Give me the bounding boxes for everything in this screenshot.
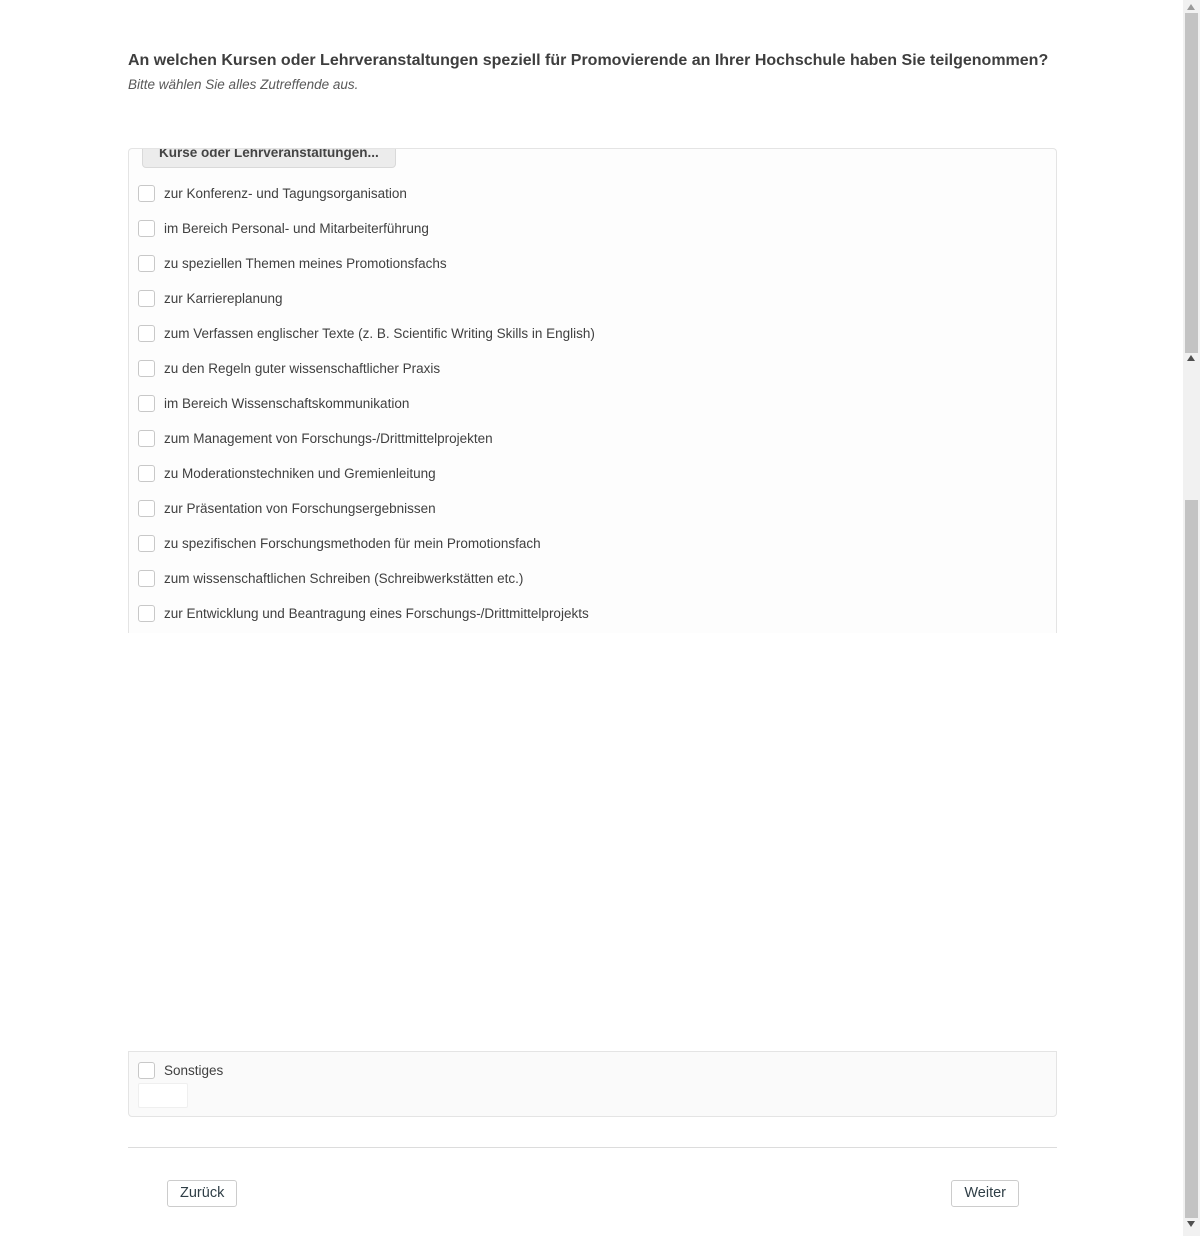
option-checkbox[interactable]: [138, 185, 155, 202]
option-label: zum Verfassen englischer Texte (z. B. Scientific Writing Skills in English): [164, 326, 595, 341]
option-label: zur Karriereplanung: [164, 291, 283, 306]
option-label: zum Management von Forschungs-/Drittmittelprojekten: [164, 431, 493, 446]
option-label: zu den Regeln guter wissenschaftlicher Praxis: [164, 361, 441, 376]
question-title: An welchen Kursen oder Lehrveranstaltungen speziell für Promovierende an Ihrer Hochschule haben Sie teilgenommen?: [128, 52, 1049, 69]
checkbox-option[interactable]: [138, 456, 1056, 491]
back-button[interactable]: Zurück: [167, 1180, 237, 1207]
option-label: zur Konferenz- und Tagungsorganisation: [164, 186, 407, 201]
option-checkbox[interactable]: [138, 465, 155, 482]
option-label: zum wissenschaftlichen Schreiben (Schreibwerkstätten etc.): [164, 571, 524, 586]
scroll-down-icon[interactable]: [1187, 1221, 1195, 1227]
scrollbar-thumb-bottom[interactable]: [1185, 500, 1198, 1218]
option-label: im Bereich Personal- und Mitarbeiterführung: [164, 221, 429, 236]
option-label: zu spezifischen Forschungsmethoden für mein Promotionsfach: [164, 536, 541, 551]
option-checkbox[interactable]: [138, 220, 155, 237]
next-button[interactable]: Weiter: [951, 1180, 1019, 1207]
options-list: [129, 149, 1056, 631]
option-checkbox[interactable]: [138, 290, 155, 307]
option-checkbox[interactable]: [138, 395, 155, 412]
checkbox-option[interactable]: [138, 246, 1056, 281]
checkbox-option[interactable]: [138, 491, 1056, 526]
option-checkbox[interactable]: [138, 360, 155, 377]
option-checkbox[interactable]: [138, 325, 155, 342]
checkbox-option[interactable]: [138, 526, 1056, 561]
checkbox-option[interactable]: [138, 421, 1056, 456]
option-checkbox[interactable]: [138, 605, 155, 622]
checkbox-option-other[interactable]: [129, 1052, 1056, 1079]
scroll-up-icon[interactable]: [1187, 4, 1195, 10]
other-option-box: [128, 1051, 1057, 1117]
checkbox-option[interactable]: [138, 351, 1056, 386]
scrollbar-thumb-top[interactable]: [1185, 13, 1198, 353]
option-checkbox[interactable]: [138, 570, 155, 587]
other-checkbox[interactable]: [138, 1062, 155, 1079]
checkbox-option[interactable]: [138, 176, 1056, 211]
checkbox-option[interactable]: [138, 596, 1056, 631]
answers-box: [128, 148, 1057, 633]
scrollbar-track[interactable]: [1183, 0, 1200, 1236]
option-label: zur Präsentation von Forschungsergebnissen: [164, 501, 436, 516]
option-label: zur Entwicklung und Beantragung eines Forschungs-/Drittmittelprojekts: [164, 606, 589, 621]
checkbox-option[interactable]: [138, 281, 1056, 316]
option-checkbox[interactable]: [138, 430, 155, 447]
option-checkbox[interactable]: [138, 535, 155, 552]
other-label: Sonstiges: [164, 1063, 224, 1078]
other-text-input[interactable]: [138, 1083, 188, 1108]
option-label: zu Moderationstechniken und Gremienleitung: [164, 466, 436, 481]
checkbox-option[interactable]: [138, 211, 1056, 246]
option-label: zu speziellen Themen meines Promotionsfachs: [164, 256, 447, 271]
option-checkbox[interactable]: [138, 255, 155, 272]
checkbox-option[interactable]: [138, 316, 1056, 351]
answer-group-label: Kurse oder Lehrveranstaltungen...: [142, 148, 396, 168]
option-checkbox[interactable]: [138, 500, 155, 517]
footer-divider: [128, 1147, 1057, 1148]
checkbox-option[interactable]: [138, 561, 1056, 596]
question-hint: Bitte wählen Sie alles Zutreffende aus.: [128, 77, 359, 92]
checkbox-option[interactable]: [138, 386, 1056, 421]
option-label: im Bereich Wissenschaftskommunikation: [164, 396, 410, 411]
scroll-up-icon-middle[interactable]: [1187, 355, 1195, 361]
